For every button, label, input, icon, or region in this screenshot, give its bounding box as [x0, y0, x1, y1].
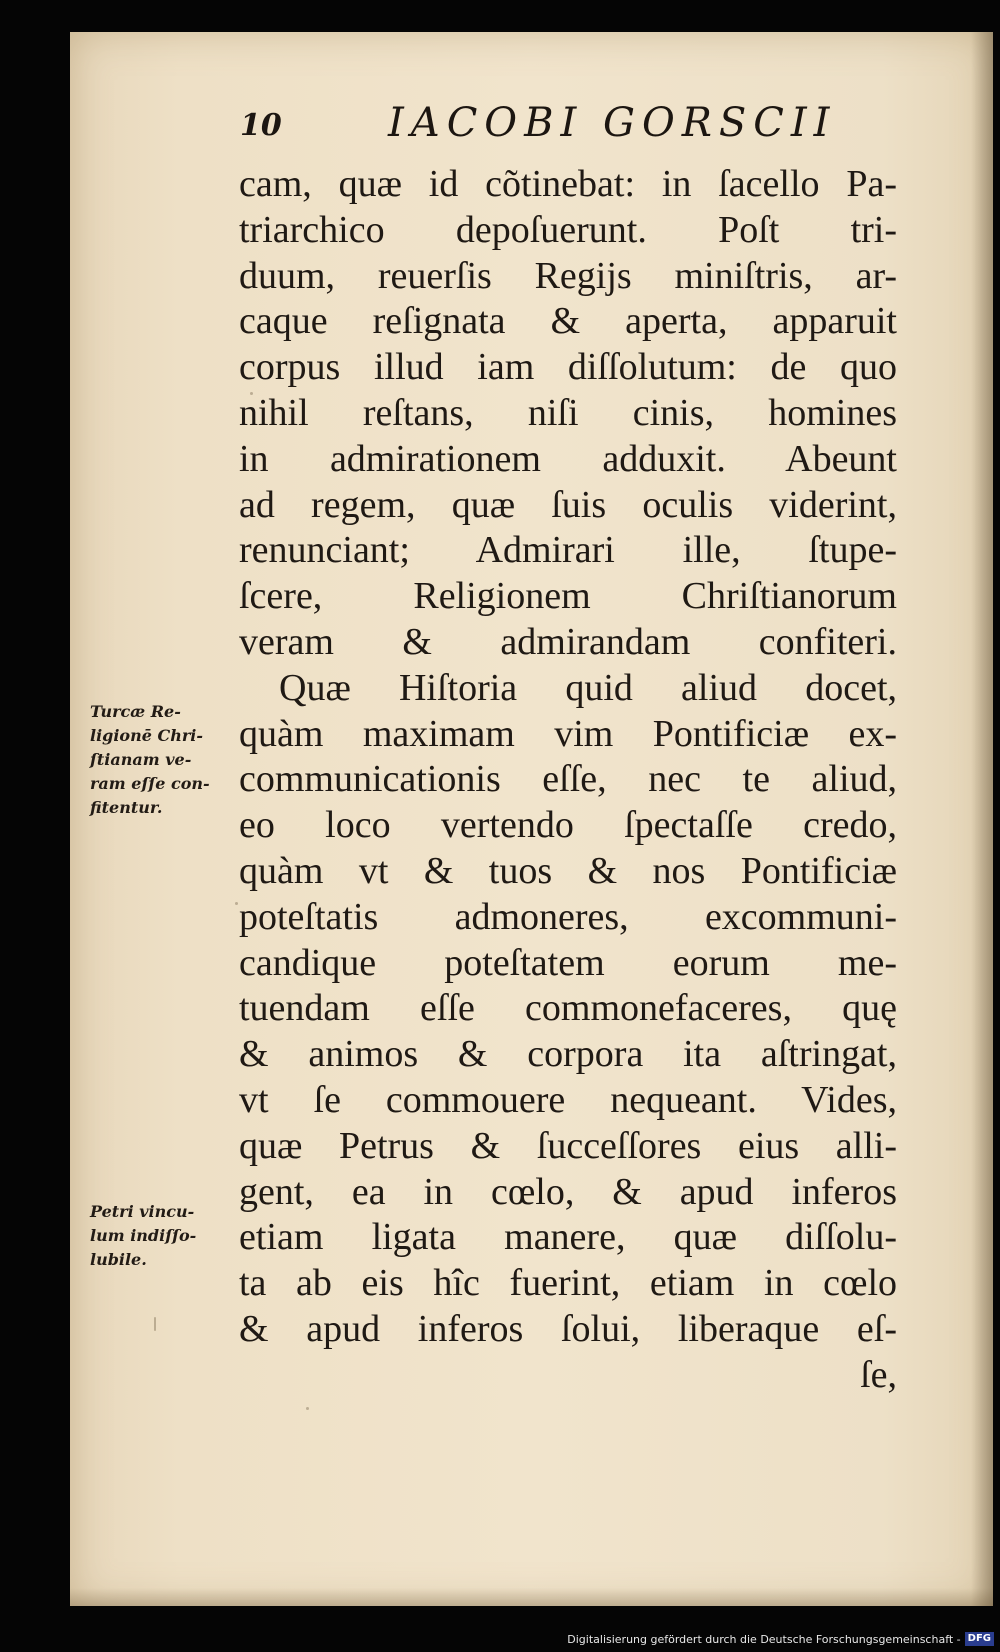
credit-text: Digitalisierung gefördert durch die Deutsche Forschungsgemeinschaft -	[567, 1632, 961, 1646]
text-line: communicationis eſſe, nec te aliud,	[239, 758, 897, 801]
marginal-line: lum indiſſo-	[90, 1226, 197, 1245]
text-line: veram & admirandam confiteri.	[239, 620, 897, 663]
text-line: nihil reſtans, niſi cinis, homines	[239, 391, 897, 434]
text-line: poteſtatis admoneres, excommuni-	[239, 895, 897, 938]
marginal-line: ram eſſe con-	[90, 774, 210, 793]
text-line: quàm maximam vim Pontificiæ ex-	[239, 712, 897, 755]
text-line: duum, reuerſis Regijs miniſtris, ar-	[239, 254, 897, 297]
marginal-note-turcae	[90, 700, 230, 820]
text-line: & apud inferos ſolui, liberaque eſ-	[239, 1307, 897, 1350]
text-line: & animos & corpora ita aſtringat,	[239, 1033, 897, 1076]
text-line: renunciant; Admirari ille, ſtupe-	[239, 529, 897, 572]
text-line: ta ab eis hîc fuerint, etiam in cœlo	[239, 1262, 897, 1305]
text-line: eo loco vertendo ſpectaſſe credo,	[239, 804, 897, 847]
text-line: corpus illud iam diſſolutum: de quo	[239, 346, 897, 389]
paper-speck	[306, 1407, 309, 1410]
marginal-line: lubile.	[90, 1250, 147, 1269]
text-line: ad regem, quæ ſuis oculis viderint,	[239, 483, 897, 526]
marginal-line: ligionē Chri-	[90, 726, 203, 745]
text-line: ſe,	[860, 1353, 897, 1396]
text-line: quàm vt & tuos & nos Pontificiæ	[239, 849, 897, 892]
main-text-block	[239, 162, 897, 1399]
paper-speck	[154, 1317, 156, 1331]
running-head: IACOBI GORSCII	[388, 100, 837, 146]
page-header	[240, 100, 880, 162]
paper-speck	[235, 902, 238, 905]
page-number: 10	[240, 108, 282, 143]
marginal-line: ſtianam ve-	[90, 750, 192, 769]
marginal-line: Petri vincu-	[90, 1202, 195, 1221]
text-line: cam, quæ id cõtinebat: in ſacello Pa-	[239, 163, 897, 205]
text-line: caque reſignata & aperta, apparuit	[239, 300, 897, 343]
marginal-line: fitentur.	[90, 798, 163, 817]
digitization-credit	[567, 1630, 994, 1648]
text-line: tuendam eſſe commonefaceres, quę	[239, 987, 897, 1030]
text-line: vt ſe commouere nequeant. Vides,	[239, 1078, 897, 1121]
marginal-note-petri	[90, 1200, 230, 1272]
text-line: etiam ligata manere, quæ diſſolu-	[239, 1216, 897, 1259]
page-bottom-shadow	[70, 1588, 993, 1606]
text-line: gent, ea in cœlo, & apud inferos	[239, 1170, 897, 1213]
page-gutter-shadow	[971, 32, 993, 1606]
text-line: Quæ Hiſtoria quid aliud docet,	[279, 666, 897, 709]
text-line: candique poteſtatem eorum me-	[239, 941, 897, 984]
text-line: quæ Petrus & ſucceſſores eius alli-	[239, 1124, 897, 1167]
dfg-logo: DFG	[965, 1632, 994, 1646]
marginal-line: Turcæ Re-	[90, 702, 181, 721]
text-line: in admirationem adduxit. Abeunt	[239, 437, 897, 480]
text-line: ſcere, Religionem Chriſtianorum	[239, 575, 897, 618]
text-line: triarchico depoſuerunt. Poſt tri-	[239, 208, 897, 251]
